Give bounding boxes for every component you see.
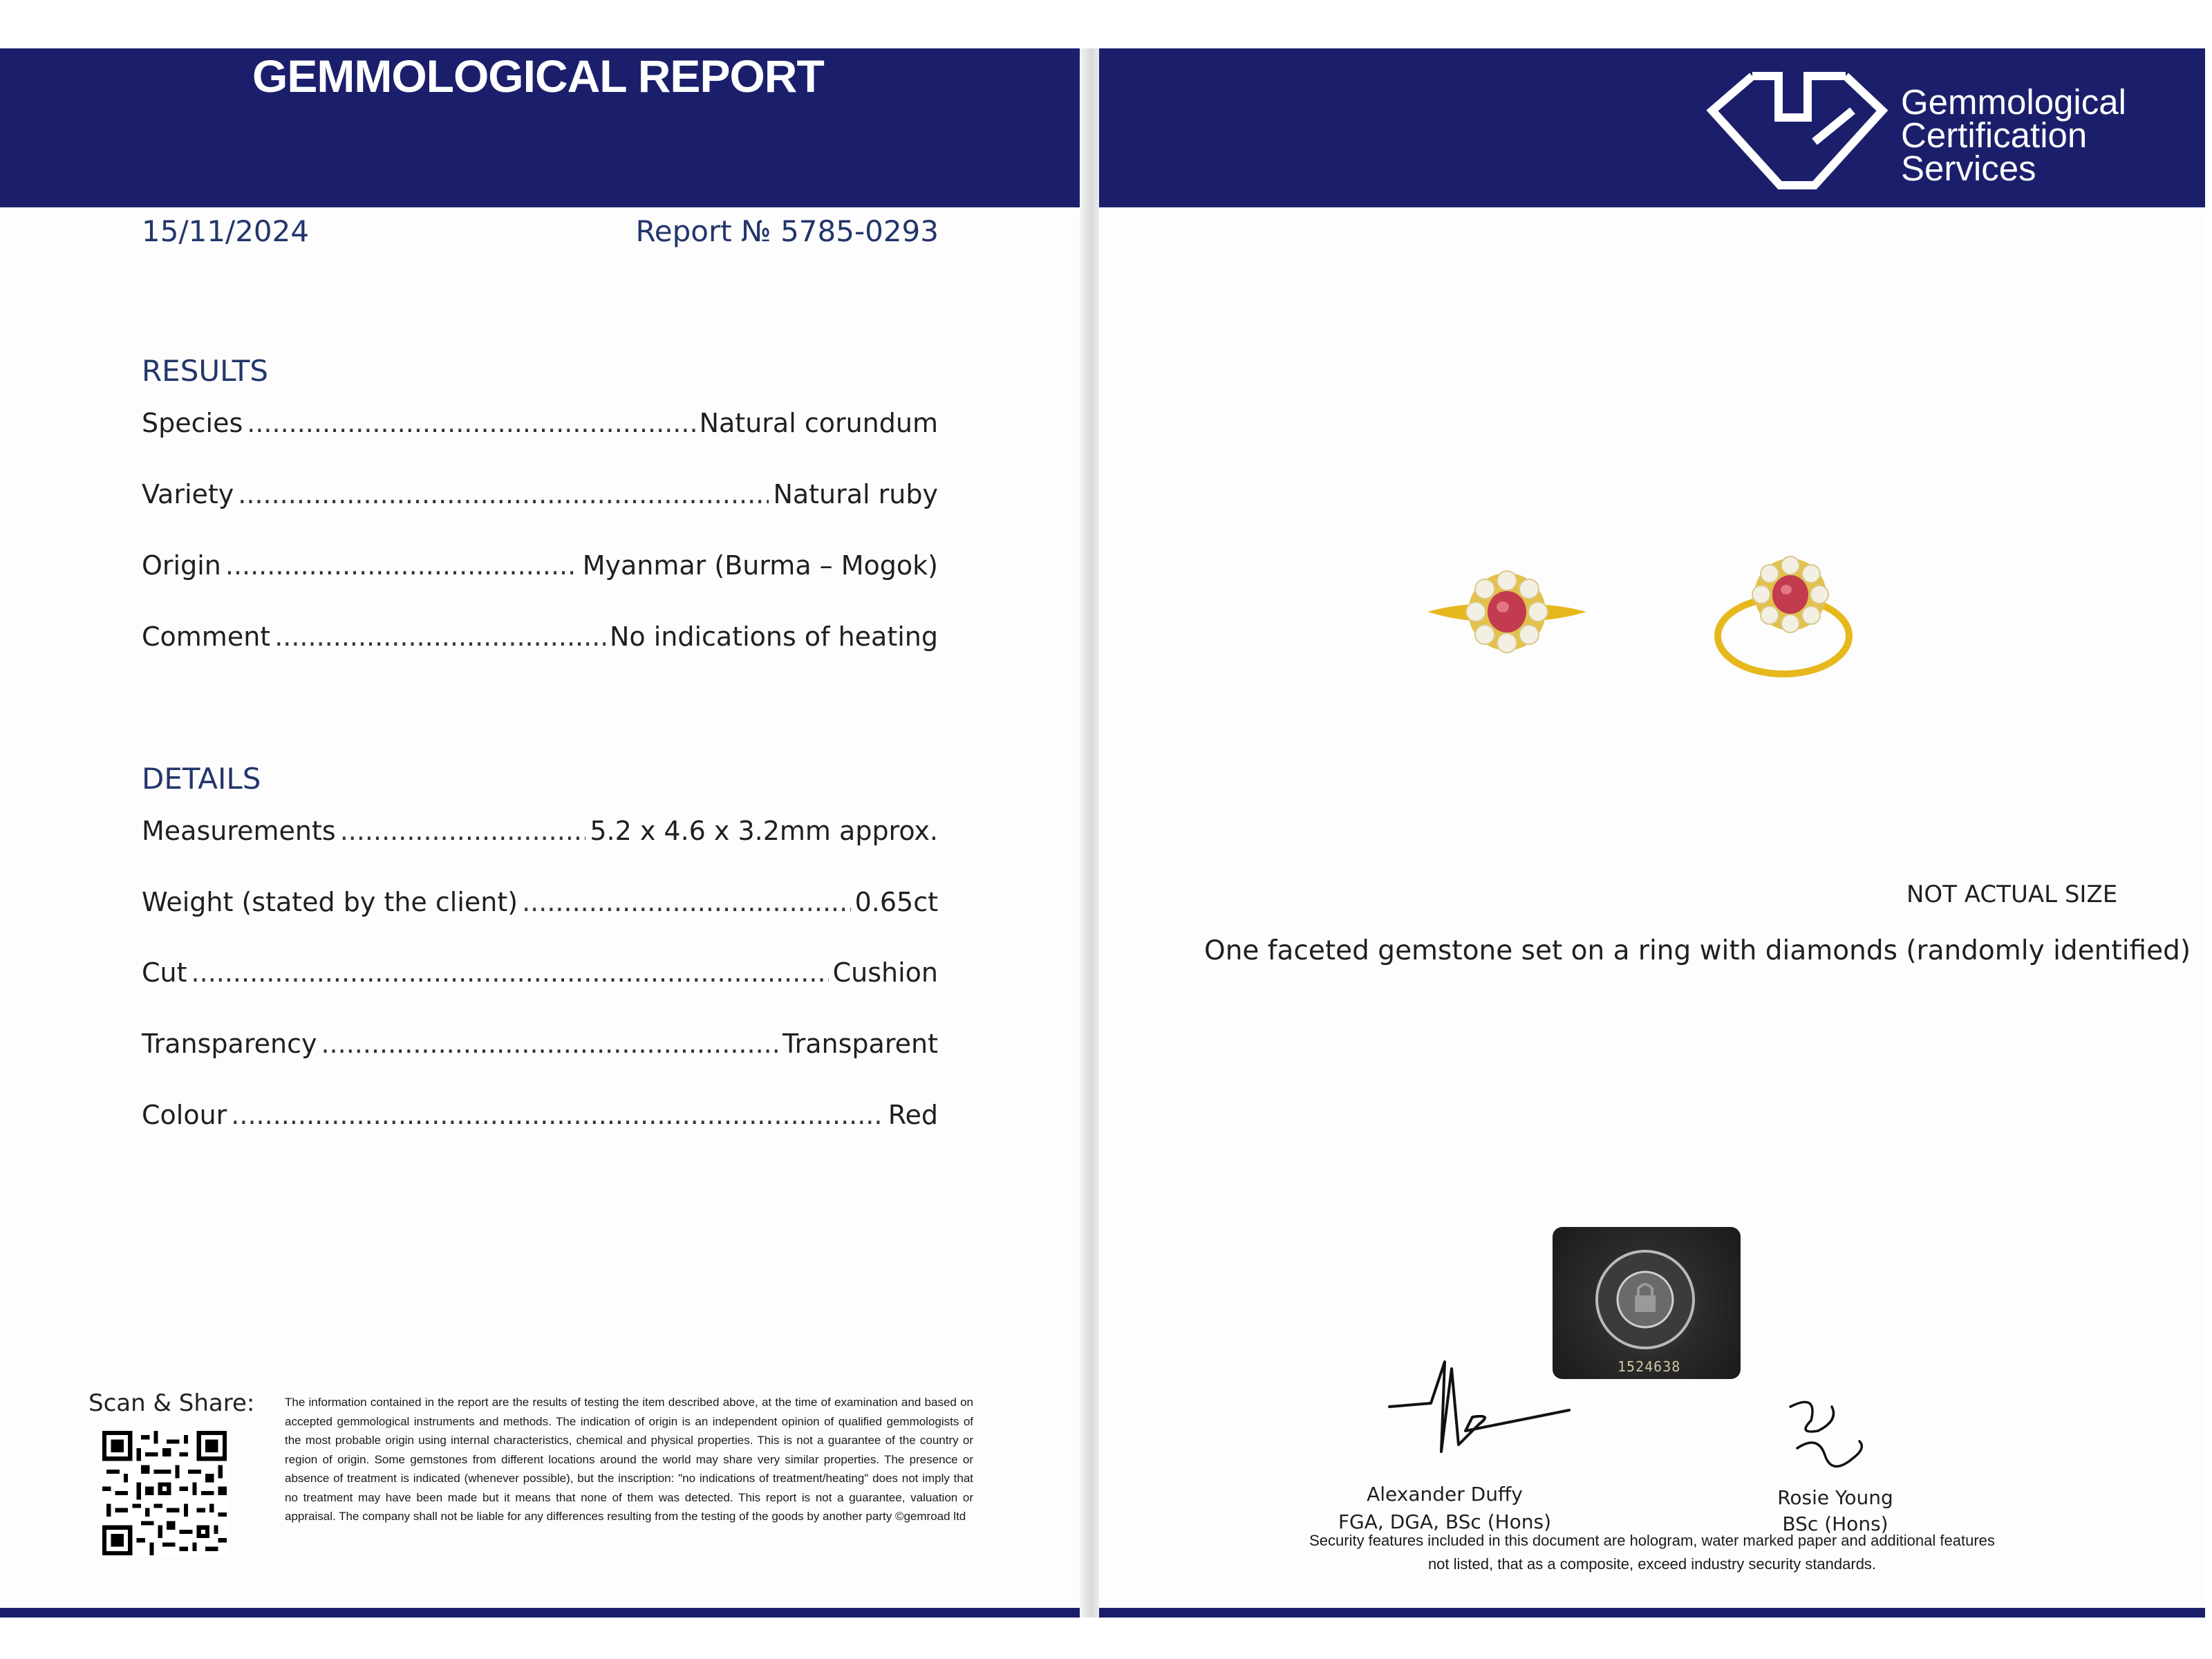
leader-dots [274,621,606,652]
row-value: No indications of heating [609,621,938,652]
result-row-origin [142,550,938,581]
signatory-name: Rosie Young [1777,1486,1893,1509]
gcs-logo-icon [1704,69,1891,194]
report-date: 15/11/2024 [142,214,310,248]
detail-row-colour [142,1100,938,1130]
signature-rosie-young [1777,1393,1894,1490]
leader-dots [191,957,829,988]
footer-bar [0,1608,1085,1618]
row-value: 5.2 x 4.6 x 3.2mm approx. [590,816,938,846]
result-row-comment [142,621,938,652]
scan-share-label: Scan & Share: [88,1389,255,1417]
row-label: Measurements [142,816,336,846]
company-name-line: Services [1901,149,2036,188]
signature-alexander-duffy [1382,1348,1576,1465]
leader-dots [225,550,579,581]
item-description: One faceted gemstone set on a ring with diamonds (randomly identified) [1204,935,2191,966]
ring-photo-angled [1714,553,1866,684]
results-heading: RESULTS [142,354,269,388]
detail-row-cut [142,957,938,988]
detail-row-measurements [142,816,938,846]
row-label: Transparency [142,1029,317,1059]
row-value: Red [888,1100,938,1130]
qr-code[interactable] [102,1431,227,1555]
signatory-credentials: FGA, DGA, BSc (Hons) [1338,1510,1552,1533]
row-label: Weight (stated by the client) [142,887,518,917]
signatory-credentials: BSc (Hons) [1782,1512,1888,1535]
row-label: Species [142,408,243,438]
company-name [1901,82,2126,188]
row-label: Colour [142,1100,227,1130]
row-value: 0.65ct [854,887,938,917]
leader-dots [231,1100,884,1130]
ring-photo-top [1424,567,1590,657]
security-features-note: Security features included in this document are hologram, water marked paper and additional features not listed, that as a composite, exceed industry security standards. [1309,1532,1995,1573]
leader-dots [340,816,586,846]
row-value: Cushion [832,957,938,988]
report-title: GEMMOLOGICAL REPORT [252,50,824,102]
row-label: Comment [142,621,271,652]
leader-dots [522,887,851,917]
leader-dots [247,408,695,438]
not-actual-size-note: NOT ACTUAL SIZE [1906,881,2118,908]
row-value: Natural corundum [699,408,938,438]
row-value: Natural ruby [773,479,938,509]
row-label: Cut [142,957,187,988]
row-label: Origin [142,550,221,581]
result-row-species [142,408,938,438]
row-value: Myanmar (Burma – Mogok) [582,550,938,581]
disclaimer-text: The information contained in the report are the results of testing the item described above, at the time of examination and based on accepted gemmological instruments and methods. The indication of origin is an independent opinion of qualified gemmologists of the most probable origin using internal characteristics, chemical and physical properties. This is not a guarantee of the country or region of origin. Some gemstones from different locations around the world may share very similar properties. The presence or absence of treatment is indicated (whenever possible), but the inscription: "no indications of treatment/heating" does not imply that no treatment may have been made but it means that none of them was detected. This report is not a guarantee, valuation or appraisal. The company shall not be liable for any differences resulting from the testing of the goods by another party ©gemroad ltd [285,1396,973,1523]
row-label: Variety [142,479,234,509]
hologram-seal-icon [1590,1244,1700,1355]
result-row-variety [142,479,938,509]
company-name-line: Certification [1901,115,2088,155]
footer-bar-right [1099,1608,2205,1618]
signatory-name: Alexander Duffy [1367,1483,1523,1506]
leader-dots [321,1029,778,1059]
report-right-page [1099,48,2205,1618]
leader-dots [238,479,769,509]
detail-row-weight [142,887,938,917]
row-value: Transparent [782,1029,938,1059]
detail-row-transparency [142,1029,938,1059]
details-heading: DETAILS [142,762,261,796]
report-number: Report № 5785-0293 [635,214,939,248]
company-name-line: Gemmological [1901,82,2126,122]
hologram-serial: 1524638 [1618,1358,1681,1375]
